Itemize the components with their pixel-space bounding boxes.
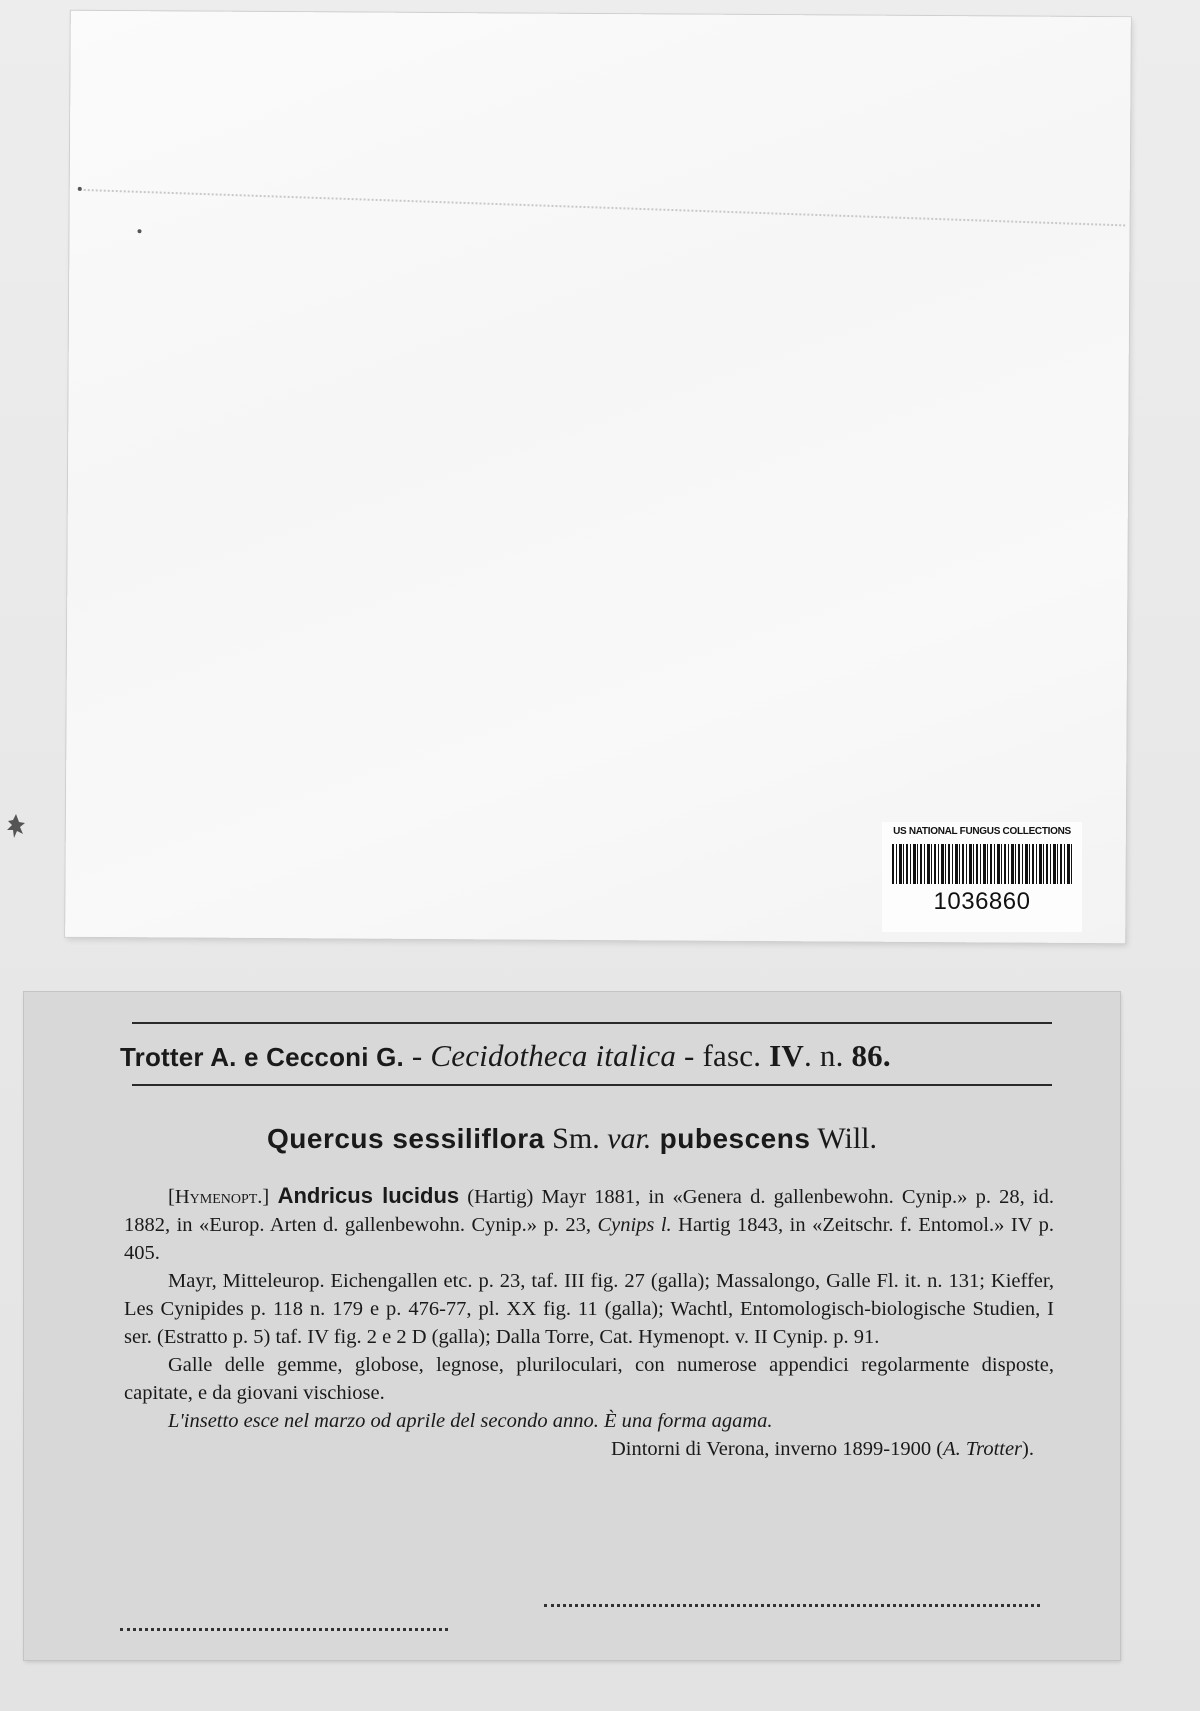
series-line (120, 1038, 1070, 1074)
host-author: Sm. (544, 1122, 608, 1155)
synonym: Cynips l. (597, 1214, 672, 1236)
dotted-rule-right (544, 1604, 1040, 1607)
gall-maker-name: Andricus lucidus (269, 1183, 460, 1208)
label-body (124, 1182, 1054, 1463)
collector-name: A. Trotter (943, 1438, 1023, 1460)
host-var-abbrev: var. (607, 1122, 652, 1155)
series-title: Cecidotheca italica (430, 1038, 677, 1073)
exsiccata-label (24, 992, 1120, 1660)
packet-mark (78, 187, 82, 191)
paragraph-taxon (124, 1182, 1054, 1267)
series-authors: Trotter A. e Cecconi G. (120, 1042, 404, 1072)
fascicle-prefix: fasc. (702, 1038, 770, 1073)
insect-group: [Hymenopt.] (168, 1186, 270, 1208)
locality-date: Dintorni di Verona, inverno 1899-1900 ( (610, 1438, 944, 1460)
paragraph-description: Galle delle gemme, globose, legnose, pluriloculari, con numerose appendici regolarmente disposte, capitate, e da giovani vischiose. (124, 1354, 1054, 1404)
specimen-number: 86. (851, 1038, 891, 1073)
taxon-citation-a: (Hartig) Mayr 1881, in «Genera d. gallenbewohn. Cynip.» p. 28, id. 1882, in «Europ. Arten d. gallenbewohn. Cynip.» p. 23, (124, 1186, 1054, 1236)
barcode-header: US NATIONAL FUNGUS COLLECTIONS (893, 826, 1071, 837)
series-separator: - (676, 1038, 703, 1073)
host-line (24, 1122, 1120, 1156)
host-variety: pubescens (651, 1123, 811, 1154)
packet-mark (137, 229, 141, 233)
host-variety-author: Will. (810, 1122, 878, 1155)
taxon-citation-b: Hartig 1843, in «Zeitschr. f. Entomol.» IV p. 405. (124, 1214, 1054, 1264)
dotted-rule-left (120, 1628, 448, 1631)
specimen-packet (65, 11, 1131, 943)
paragraph-references: Mayr, Mitteleurop. Eichengallen etc. p. 23, taf. III fig. 27 (galla); Massalongo, Galle Fl. it. n. 131; Kieffer, Les Cynipides p. 118 n. 179 e p. 476-77, pl. XX fig. 11 (galla); Wachtl, Entomologisch-biologische Studien, I ser. (Estratto p. 5) taf. IV fig. 2 e 2 D (galla); Dalla Torre, Cat. Hymenopt. v. II Cynip. p. 91. (124, 1270, 1054, 1348)
barcode-number: 1036860 (933, 888, 1031, 915)
specimen-fragment-icon (4, 812, 28, 842)
host-name: Quercus sessiliflora (266, 1123, 545, 1154)
barcode-label (882, 822, 1082, 932)
biology-text: L'insetto esce nel marzo od aprile del secondo anno. È una forma agama. (168, 1410, 773, 1432)
barcode-bars (892, 844, 1074, 884)
paragraph-biology (124, 1407, 1054, 1435)
packet-fold-line (80, 189, 1125, 227)
top-rule (132, 1022, 1052, 1024)
locality-close: ). (1022, 1438, 1034, 1460)
fascicle-number: IV (769, 1038, 804, 1073)
series-underline (132, 1084, 1052, 1086)
series-separator: - (403, 1038, 431, 1073)
number-prefix: . n. (803, 1038, 852, 1073)
paragraph-locality (124, 1435, 1054, 1463)
